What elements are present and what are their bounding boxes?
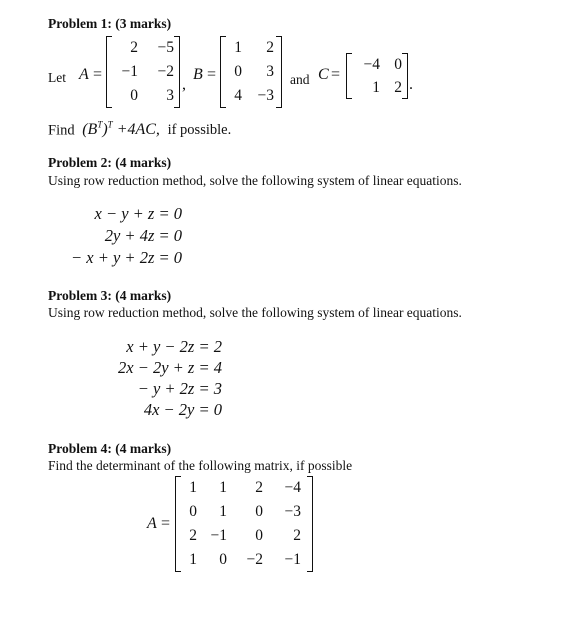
matrix-b	[220, 36, 282, 108]
problem-3-heading: Problem 3: (4 marks)	[48, 288, 172, 303]
matrix-a	[106, 36, 180, 108]
left-bracket	[175, 476, 181, 572]
equation-system-2	[60, 204, 182, 270]
matrix-cell: −2	[157, 63, 174, 80]
matrix-cell: 1	[234, 39, 242, 56]
matrix-a-name: A	[147, 515, 157, 532]
equals-sign: =	[331, 66, 341, 83]
right-bracket	[276, 36, 282, 108]
matrix-cell: 0	[234, 63, 242, 80]
equation: 4x − 2y = 0	[143, 400, 222, 419]
matrix-cell: 0	[255, 527, 263, 544]
equation: − x + y + 2z = 0	[71, 248, 182, 267]
comma: ,	[182, 76, 186, 93]
matrix-cell: 4	[234, 87, 242, 104]
left-bracket	[346, 53, 352, 99]
period: .	[409, 76, 413, 93]
matrix-cell: −5	[157, 39, 174, 56]
problem-3-instruction: Using row reduction method, solve the following system of linear equations.	[48, 305, 462, 320]
matrix-cell: −4	[284, 479, 301, 496]
find-suffix: if possible.	[167, 122, 232, 139]
equation: x − y + z = 0	[94, 204, 182, 223]
matrix-cell: 0	[189, 503, 197, 520]
find-label: Find	[48, 122, 75, 139]
problem-4-instruction: Find the determinant of the following matrix, if possible	[48, 458, 353, 473]
matrix-cell: 0	[255, 503, 263, 520]
matrix-cell: 3	[166, 87, 174, 104]
matrix-b-name: B	[193, 66, 203, 83]
matrix-a-name: A	[79, 66, 89, 83]
equation: x + y − 2z = 2	[126, 337, 222, 356]
problem-2-heading: Problem 2: (4 marks)	[48, 155, 172, 170]
matrix-cell: 0	[394, 55, 402, 73]
matrix-cell: 1	[219, 503, 227, 520]
matrix-cell: −2	[246, 551, 263, 568]
matrix-cell: 0	[130, 87, 138, 104]
matrix-cell: −1	[121, 63, 138, 80]
matrix-cell: −1	[210, 527, 227, 544]
matrix-c	[346, 53, 408, 99]
find-expression: $(B^T)^T +4AC$,	[82, 120, 160, 139]
find-line	[48, 120, 231, 139]
matrix-cell: 2	[394, 78, 402, 96]
problem-4-heading: Problem 4: (4 marks)	[48, 441, 172, 456]
problem-2-instruction: Using row reduction method, solve the following system of linear equations.	[48, 173, 462, 188]
right-bracket	[174, 36, 180, 108]
matrix-cell: 2	[255, 479, 263, 496]
matrix-cell: 1	[189, 479, 197, 496]
matrix-cell: 3	[266, 63, 274, 80]
matrix-cell: −3	[284, 503, 301, 520]
equals-sign: =	[93, 66, 103, 83]
matrix-cell: 2	[130, 39, 138, 56]
matrix-cell: 2	[293, 527, 301, 544]
matrix-cell: 1	[219, 479, 227, 496]
left-bracket	[220, 36, 226, 108]
and-label: and	[290, 72, 310, 87]
matrix-cell: 1	[189, 551, 197, 568]
matrix-cell: −1	[284, 551, 301, 568]
equation-system-3	[100, 337, 222, 421]
equals-sign: =	[161, 515, 171, 532]
matrix-cell: 1	[372, 78, 380, 96]
matrix-cell: −3	[257, 87, 274, 104]
matrix-cell: 0	[219, 551, 227, 568]
equation: − y + 2z = 3	[137, 379, 222, 398]
left-bracket	[106, 36, 112, 108]
problem-1-heading: Problem 1: (3 marks)	[48, 16, 172, 31]
matrix-cell: 2	[189, 527, 197, 544]
matrix-c-name: C	[318, 66, 329, 83]
matrix-cell: 2	[266, 39, 274, 56]
equation: 2y + 4z = 0	[104, 226, 182, 245]
right-bracket	[307, 476, 313, 572]
matrix-a-4x4	[175, 476, 313, 572]
equals-sign: =	[207, 66, 217, 83]
equation: 2x − 2y + z = 4	[118, 358, 222, 377]
matrix-cell: −4	[363, 55, 380, 73]
let-label: Let	[48, 70, 66, 85]
right-bracket	[402, 53, 408, 99]
